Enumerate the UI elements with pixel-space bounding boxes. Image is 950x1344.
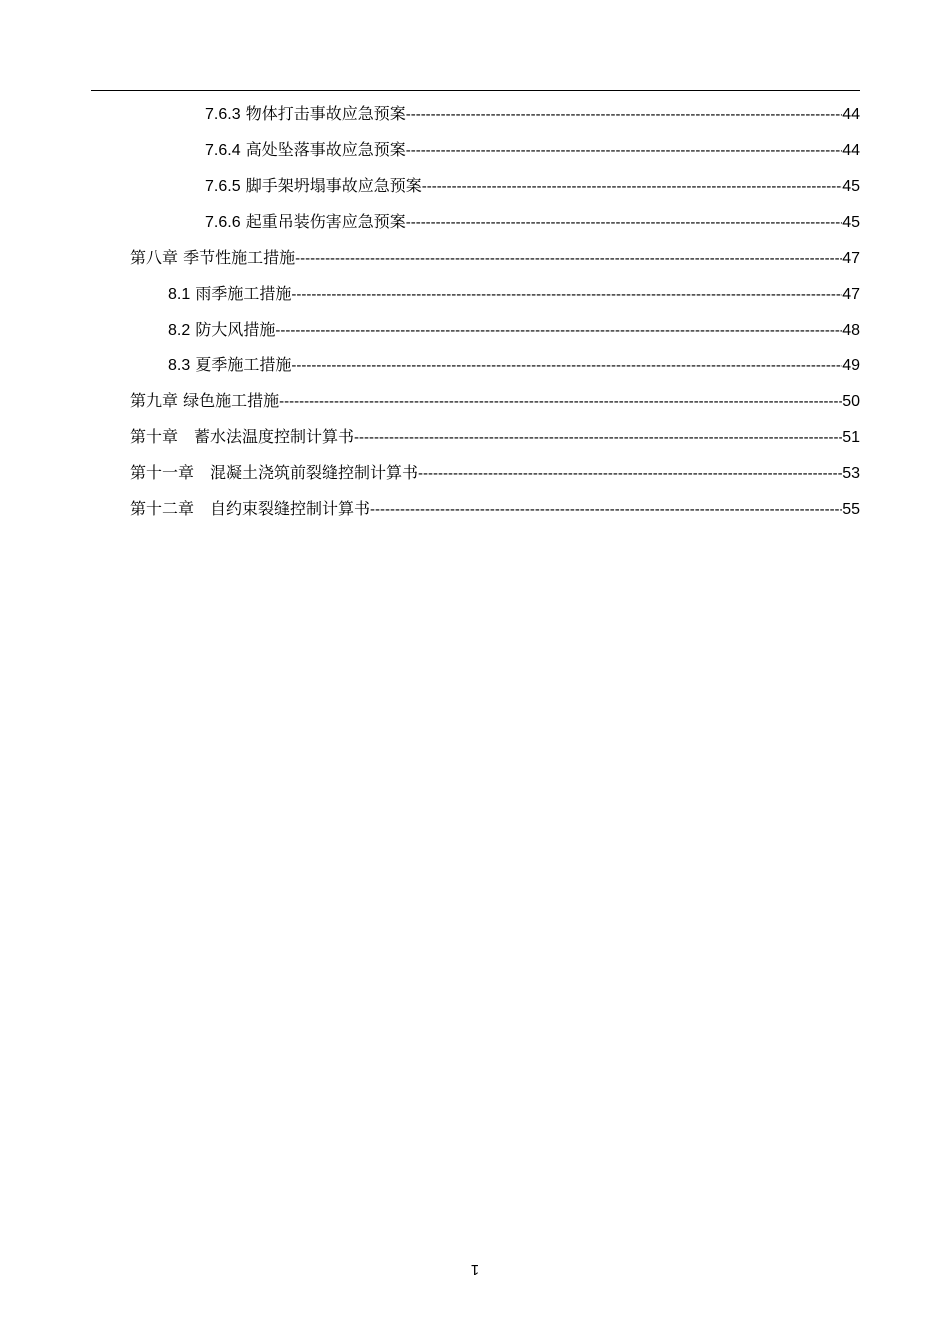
toc-leader [291,283,842,307]
toc-leader [354,426,842,450]
toc-entry-page: 45 [842,214,860,231]
toc-entry-page: 55 [842,501,860,518]
toc-entry-number: 8.3 [168,357,191,374]
toc-entry-title: 物体打击事故应急预案 [245,104,406,123]
toc-entry-number: 8.1 [168,286,191,303]
toc-entry-page: 51 [842,429,860,446]
toc-entry-8-3[interactable] [168,353,860,377]
toc-entry-title: 第十一章 混凝土浇筑前裂缝控制计算书 [130,463,419,482]
toc-entry-title: 第十二章 自约束裂缝控制计算书 [130,499,371,518]
toc-entry-chapter-11[interactable] [130,461,860,485]
toc-entry-7-6-3[interactable] [205,102,860,126]
toc-entry-page: 50 [842,393,860,410]
toc-entry-number: 7.6.5 [205,178,241,195]
toc-entry-title: 夏季施工措施 [195,355,292,374]
toc-leader [291,354,842,378]
toc-entry-title: 第九章 绿色施工措施 [130,391,280,410]
toc-entry-8-1[interactable] [168,282,860,306]
toc-leader [422,175,843,199]
toc-entry-number: 7.6.4 [205,142,241,159]
toc-entry-title: 第十章 蓄水法温度控制计算书 [130,427,355,446]
toc-entry-page: 47 [842,286,860,303]
toc-entry-8-2[interactable] [168,318,860,342]
toc-entry-chapter-8[interactable] [130,246,860,270]
page-number: 1 [470,1261,480,1278]
toc-entry-title: 高处坠落事故应急预案 [245,140,406,159]
toc-entry-chapter-9[interactable] [130,389,860,413]
toc-leader [279,390,842,414]
toc-leader [370,498,842,522]
toc-entry-page: 48 [842,322,860,339]
header-rule [91,90,860,91]
toc-entry-page: 44 [842,106,860,123]
toc-entry-number: 8.2 [168,322,191,339]
toc-entry-number: 7.6.3 [205,106,241,123]
toc-entry-page: 47 [842,250,860,267]
toc-leader [275,319,842,343]
toc-leader [406,103,843,127]
toc-entry-page: 49 [842,357,860,374]
toc-entry-page: 44 [842,142,860,159]
toc-entry-page: 45 [842,178,860,195]
toc-entry-7-6-5[interactable] [205,174,860,198]
toc-entry-title: 防大风措施 [195,320,276,339]
toc-entry-page: 53 [842,465,860,482]
toc-entry-title: 起重吊装伤害应急预案 [245,212,406,231]
toc-entry-chapter-10[interactable] [130,425,860,449]
toc-entry-title: 第八章 季节性施工措施 [130,248,296,267]
toc-entry-title: 脚手架坍塌事故应急预案 [245,176,422,195]
toc-entry-7-6-4[interactable] [205,138,860,162]
toc-leader [295,247,842,271]
toc-leader [406,211,843,235]
toc-entry-7-6-6[interactable] [205,210,860,234]
toc-entry-number: 7.6.6 [205,214,241,231]
toc-entry-chapter-12[interactable] [130,497,860,521]
toc-leader [406,139,843,163]
toc-leader [418,462,842,486]
toc-entry-title: 雨季施工措施 [195,284,292,303]
